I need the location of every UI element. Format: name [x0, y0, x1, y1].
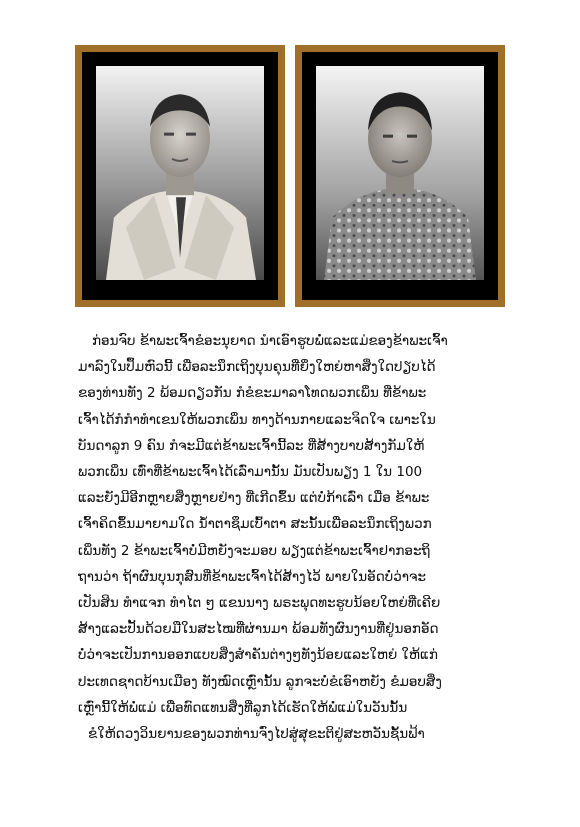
dedication-line: ບໍ່ວ່າຈະເປັນການອອກແບບສິ່ງສຳຄັນຕ່າງໆທັງນ້ອຍແລະໃຫຍ່ ໃຫ້ແກ່	[78, 647, 438, 664]
father-portrait-frame	[75, 45, 285, 307]
dedication-line: ສ້າງແລະປັ້ນດ້ວຍມືໃນສະໄໝທີ່ຜ່ານມາ ພ້ອມທັງຜົນງານທີ່ຢູ່ນອກອັດ	[78, 621, 439, 638]
dedication-line: ຂໍໃຫ້ດວງວິນຍານຂອງພວກທ່ານຈົ່ງໄປສູ່ສຸຂະຕິຢູ່ສະຫວັນຊັ້ນຟ້າ	[88, 726, 425, 743]
dedication-line: ປະເທດຊາດບ້ານເມືອງ ທັງໝົດເຫຼົ່ານັ້ນ ລູກຈະບໍ່ຂໍເອົາຫຍັງ ຂໍມອບສິ່ງ	[78, 673, 442, 690]
dedication-line: ເຫຼົ່ານີ້ໃຫ້ພໍ່ແມ່ ເພື່ອທົດແທນສິ່ງທີ່ລູກໄດ້ເຮັດໃຫ້ພໍ່ແມ່ໃນວັນນັ້ນ	[78, 699, 408, 716]
father-portrait-photo	[96, 66, 264, 280]
dedication-line: ພວກເພິ່ນ ເທົ່າທີ່ຂ້າພະເຈົ້າໄດ້ເລົ່າມານັ້ນ ມັນເປັນພຽງ 1 ໃນ 100	[78, 464, 423, 481]
dedication-line: ເຈົ້າໄດ້ກໍກຳທຳເຂນໃຫ້ພວກເພິ່ນ ທາງດ້ານກາຍແລະຈິດໃຈ ເພາະໃນ	[78, 411, 436, 428]
dedication-line: ຖານວ່າ ຖ້າຜົນບຸນກຸສົນທີ່ຂ້າພະເຈົ້າໄດ້ສ້າງໄວ້ ພາຍໃນອັດບໍ່ວ່າຈະ	[78, 568, 427, 585]
dedication-line: ມາລົງໃນປຶ້ມຫົວນີ້ ເພື່ອລະນຶກເຖິງບຸນຄຸນທີ່ຍິ່ງໃຫຍ່ຫາສິ່ງໃດປຽບໄດ້	[78, 359, 436, 376]
father-portrait-image	[96, 66, 264, 280]
dedication-line: ເຈົ້າຄິດຂຶ້ນມາຍາມໃດ ນ້ຳຕາຊຶມເບົ້າຕາ ສະນັ້ນເພື່ອລະນຶກເຖິງພວກ	[78, 516, 432, 533]
mother-portrait-photo	[316, 66, 484, 280]
mother-portrait-image	[316, 66, 484, 280]
dedication-line: ຂອງທ່ານທັງ 2 ພ້ອມດຽວກັນ ກໍຂໍຂະມາລາໂທດພວກເພິ່ນ ທີ່ຂ້າພະ	[78, 385, 427, 402]
dedication-line: ບັນດາລູກ 9 ຄົນ ກໍຈະມີແຕ່ຂ້າພະເຈົ້ານີ້ລະ ທີ່ສ້າງບາບສ້າງກັມໃຫ້	[78, 437, 425, 454]
father-portrait-mat	[82, 52, 278, 300]
dedication-line: ກ່ອນຈົບ ຂ້າພະເຈົ້າຂໍອະນຸຍາດ ນຳເອົາຮູບພໍ່ແລະແມ່ຂອງຂ້າພະເຈົ້າ	[92, 333, 448, 349]
dedication-line: ແລະຍັງມີອີກຫຼາຍສິ່ງຫຼາຍຢ່າງ ທີ່ເກີດຂຶ້ນ ແຕ່ບໍ່ກ້າເລົ່າ ເມື່ອ ຂ້າພະ	[78, 490, 430, 507]
dedication-line: ເພິ່ນທັງ 2 ຂ້າພະເຈົ້າບໍ່ມີຫຍັງຈະມອບ ພຽງແຕ່ຂ້າພະເຈົ້າຢາກອະຖິ	[78, 542, 431, 559]
mother-portrait-frame	[295, 45, 505, 307]
dedication-line: ເປັນສິນ ທຳແຈກ ທຳໄຕ ໆ ແຂນນາງ ພຣະພຸດທະຮູບນ້ອຍໃຫຍ່ທີ່ເຄີຍ	[78, 595, 441, 612]
dedication-text	[70, 328, 515, 747]
mother-portrait-mat	[302, 52, 498, 300]
